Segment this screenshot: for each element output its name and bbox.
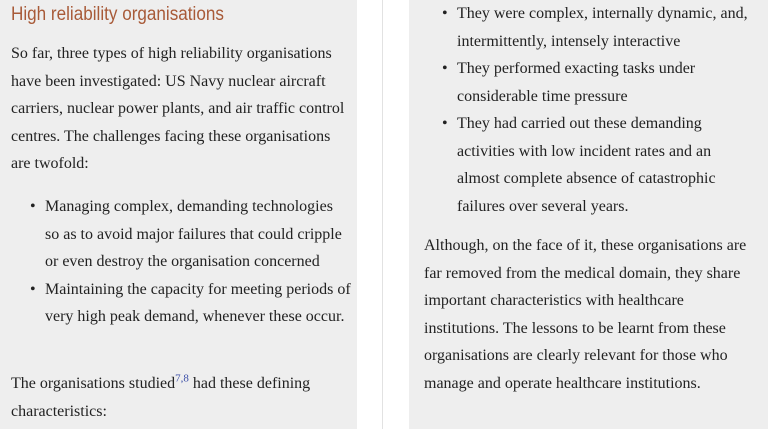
intro-paragraph: So far, three types of high reliability organisations have been investigated: US Navy nuclear aircraft carriers, nuclear power plants, and air traffic control centres. The challenges facing these organisations are twofold: [11, 45, 345, 172]
list-item [442, 110, 757, 220]
list-item [442, 55, 757, 110]
list-item-text: Maintaining the capacity for meeting periods of very high peak demand, whenever these occur. [45, 280, 351, 325]
bullet-icon: • [442, 115, 448, 132]
section-heading: High reliability organisations [11, 4, 224, 25]
left-column [0, 0, 357, 429]
studied-paragraph [11, 370, 351, 425]
studied-text-before: The organisations studied [11, 375, 176, 392]
citation-link-8[interactable]: 8 [183, 372, 189, 385]
column-divider [382, 0, 383, 429]
bullet-icon: • [30, 198, 36, 215]
bullet-icon: • [30, 280, 36, 298]
list-item-text: They were complex, internally dynamic, and, intermittently, intensely interactive [457, 5, 748, 50]
bullet-icon: • [442, 5, 448, 22]
characteristics-list [442, 0, 757, 220]
list-item-text: They performed exacting tasks under considerable time pressure [457, 60, 696, 105]
challenges-list [30, 193, 351, 331]
bullet-icon: • [442, 60, 448, 77]
list-item-text: They had carried out these demanding activities with low incident rates and an almost complete absence of catastrophic failures over several years. [457, 115, 716, 215]
citation-group: 7,8 [175, 372, 189, 385]
list-item [30, 276, 351, 331]
list-item-text: Managing complex, demanding technologies so as to avoid major failures that could cripple or even destroy the organisation concerned [45, 198, 342, 270]
conclusion-paragraph: Although, on the face of it, these organisations are far removed from the medical domain, they share important characteristics with healthcare institutions. The lessons to be learnt from these organisations are clearly relevant for those who manage and operate healthcare institutions. [424, 237, 747, 392]
studied-text-after: had these defining characteristics: [11, 375, 311, 420]
list-item [442, 0, 757, 55]
list-item [30, 193, 351, 276]
citation-link-7[interactable]: 7 [175, 372, 181, 385]
